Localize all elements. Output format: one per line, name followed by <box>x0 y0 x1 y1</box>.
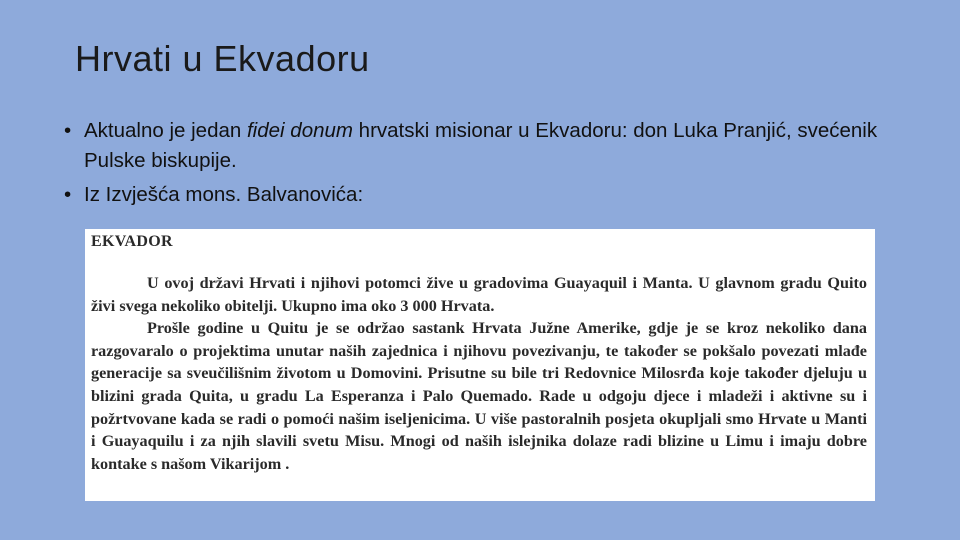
bullet-glyph: • <box>64 119 72 142</box>
bullet-list <box>64 116 894 214</box>
excerpt-heading: EKVADOR <box>91 233 173 250</box>
bullet-item-missionary <box>64 116 894 176</box>
bullet-text: Iz Izvješća mons. Balvanovića: <box>84 183 364 206</box>
bullet-glyph: • <box>64 183 72 206</box>
excerpt-paragraph: U ovoj državi Hrvati i njihovi potomci žive u gradovima Guayaquil i Manta. U glavnom gradu Quito živi svega nekoliko obitelji. Ukupno ima oko 3 000 Hrvata. <box>91 274 867 315</box>
excerpt-paragraph: Prošle godine u Quitu je se održao sastank Hrvata Južne Amerike, gdje je se kroz nekoliko dana razgovaralo o projektima unutar naših zajednica i njihovu povezivanju, te također se pokšalo povezati mlađe generacije sa sveučilišnim životom u Domovini. Prisutne su bile tri Redovnice Milosrđa koje također djeluju u blizini grada Quita, u gradu La Esperanza i Palo Quemado. Rade u odgoju djece i mladeži i aktivne su i požrtvovane kada se radi o pomoći našim iseljenicima. U više pastoralnih posjeta okupljali smo Hrvate u Manti i Guayaquilu i za njih slavili svetu Misu. Mnogi od naših islejnika dolaze radi blizine u Limu i imaju dobre kontake s našom Vikarijom . <box>91 319 867 473</box>
bullet-text-before: Aktualno je jedan <box>84 119 247 142</box>
slide-title: Hrvati u Ekvadoru <box>75 38 370 79</box>
bullet-item-report <box>64 180 894 210</box>
bullet-text-emphasis: fidei donum <box>246 119 353 142</box>
scanned-report-excerpt <box>85 229 875 501</box>
bullet-text-after: hrvatski misionar u Ekvadoru: don Luka Pranjić, svećenik Pulske biskupije. <box>84 119 878 172</box>
